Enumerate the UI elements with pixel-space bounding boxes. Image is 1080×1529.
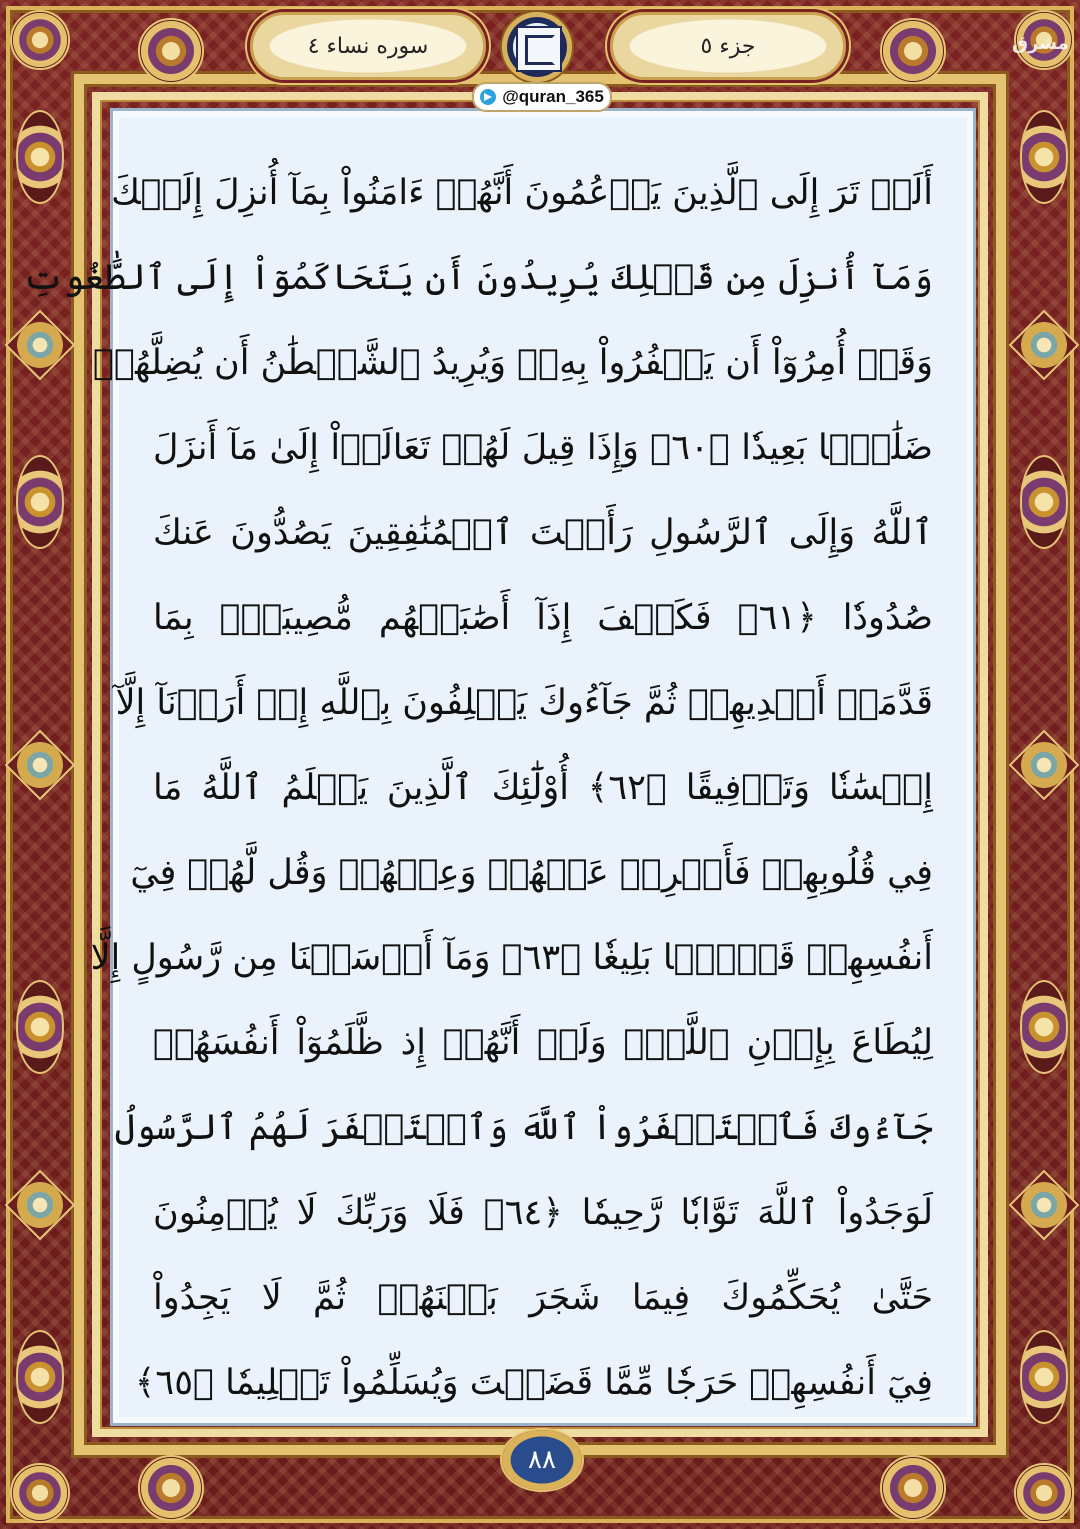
corner-ornament-icon [1014, 1463, 1074, 1523]
surah-title-cartouche [250, 12, 486, 80]
corner-ornament-icon [880, 18, 946, 84]
verse-line: حَتَّىٰ يُحَكِّمُوكَ فِيمَا شَجَرَ بَيۡنَهُمۡ ثُمَّ لَا يَجِدُواْ [153, 1278, 933, 1318]
channel-handle-tag[interactable] [472, 82, 612, 112]
juz-cartouche [610, 12, 846, 80]
side-medallion-icon [1020, 110, 1068, 204]
side-medallion-icon [1020, 1330, 1068, 1424]
verse-line: قَدَّمَتۡ أَيۡدِيهِمۡ ثُمَّ جَآءُوكَ يَحۡلِفُونَ بِٱللَّهِ إِنۡ أَرَدۡنَآ إِلَّآ [115, 683, 933, 723]
verse-line: أَنفُسِهِمۡ قَوۡلَۢا بَلِيغٗا ﴿٦٣﴾ وَمَآ أَرۡسَلۡنَا مِن رَّسُولٍ إِلَّا [90, 938, 933, 978]
channel-handle: @quran_365 [502, 87, 604, 106]
verse-line: أَلَمۡ تَرَ إِلَى ٱلَّذِينَ يَزۡعُمُونَ أَنَّهُمۡ ءَامَنُواْ بِمَآ أُنزِلَ إِلَيۡكَ [111, 173, 933, 213]
verse-line: وَمَآ أُنزِلَ مِن قَبۡلِكَ يُرِيدُونَ أَن يَتَحَاكَمُوٓاْ إِلَى ٱلطَّٰغُوتِ [22, 258, 933, 298]
surah-label: سوره نساء ٤ [307, 33, 429, 59]
verse-panel [22, 108, 976, 1426]
verse-line: فِيٓ أَنفُسِهِمۡ حَرَجٗا مِّمَّا قَضَيۡتَ وَيُسَلِّمُواْ تَسۡلِيمٗا ﴿٦٥﴾ [134, 1363, 933, 1403]
side-medallion-icon [16, 980, 64, 1074]
verse-line: لِيُطَاعَ بِإِذۡنِ ٱللَّهِۚ وَلَوۡ أَنَّهُمۡ إِذ ظَّلَمُوٓاْ أَنفُسَهُمۡ [153, 1023, 933, 1063]
verse-line: لَوَجَدُواْ ٱللَّهَ تَوَّابٗا رَّحِيمٗا ﴿٦٤﴾ فَلَا وَرَبِّكَ لَا يُؤۡمِنُونَ [153, 1193, 933, 1233]
calligraphy-logo-icon [500, 10, 574, 84]
verse-line: فِي قُلُوبِهِمۡ فَأَعۡرِضۡ عَنۡهُمۡ وَعِظۡهُمۡ وَقُل لَّهُمۡ فِيٓ [130, 853, 933, 893]
corner-ornament-icon [10, 10, 70, 70]
corner-ornament-icon [138, 18, 204, 84]
watermark: مشرق [1012, 33, 1069, 54]
page-number-badge [500, 1428, 584, 1492]
side-medallion-icon [16, 110, 64, 204]
telegram-icon [480, 89, 496, 105]
juz-label: جزء ٥ [700, 33, 756, 59]
side-medallion-icon [16, 1330, 64, 1424]
verse-line: جَآءُوكَ فَٱسۡتَغۡفَرُواْ ٱللَّهَ وَٱسۡتَغۡفَرَ لَهُمُ ٱلرَّسُولُ [114, 1108, 933, 1148]
side-medallion-icon [16, 455, 64, 549]
side-medallion-icon [1020, 980, 1068, 1074]
verse-lines [22, 151, 934, 1426]
verse-line: ٱللَّهُ وَإِلَى ٱلرَّسُولِ رَأَيۡتَ ٱلۡمُنَٰفِقِينَ يَصُدُّونَ عَنكَ [153, 513, 933, 553]
verse-line: ضَلَٰلَۢا بَعِيدٗا ﴿٦٠﴾ وَإِذَا قِيلَ لَهُمۡ تَعَالَوۡاْ إِلَىٰ مَآ أَنزَلَ [153, 428, 933, 468]
side-medallion-icon [1020, 455, 1068, 549]
page-number: ٨٨ [528, 1445, 556, 1475]
verse-line: إِحۡسَٰنٗا وَتَوۡفِيقًا ﴿٦٢﴾ أُوْلَٰٓئِكَ ٱلَّذِينَ يَعۡلَمُ ٱللَّهُ مَا [153, 768, 933, 808]
verse-line: وَقَدۡ أُمِرُوٓاْ أَن يَكۡفُرُواْ بِهِۦۖ وَيُرِيدُ ٱلشَّيۡطَٰنُ أَن يُضِلَّهُمۡ [93, 343, 933, 383]
verse-line: صُدُودٗا ﴿٦١﴾ فَكَيۡفَ إِذَآ أَصَٰبَتۡهُم مُّصِيبَةُۢ بِمَا [153, 598, 934, 638]
corner-ornament-icon [10, 1463, 70, 1523]
corner-ornament-icon [880, 1455, 946, 1521]
corner-ornament-icon [138, 1455, 204, 1521]
